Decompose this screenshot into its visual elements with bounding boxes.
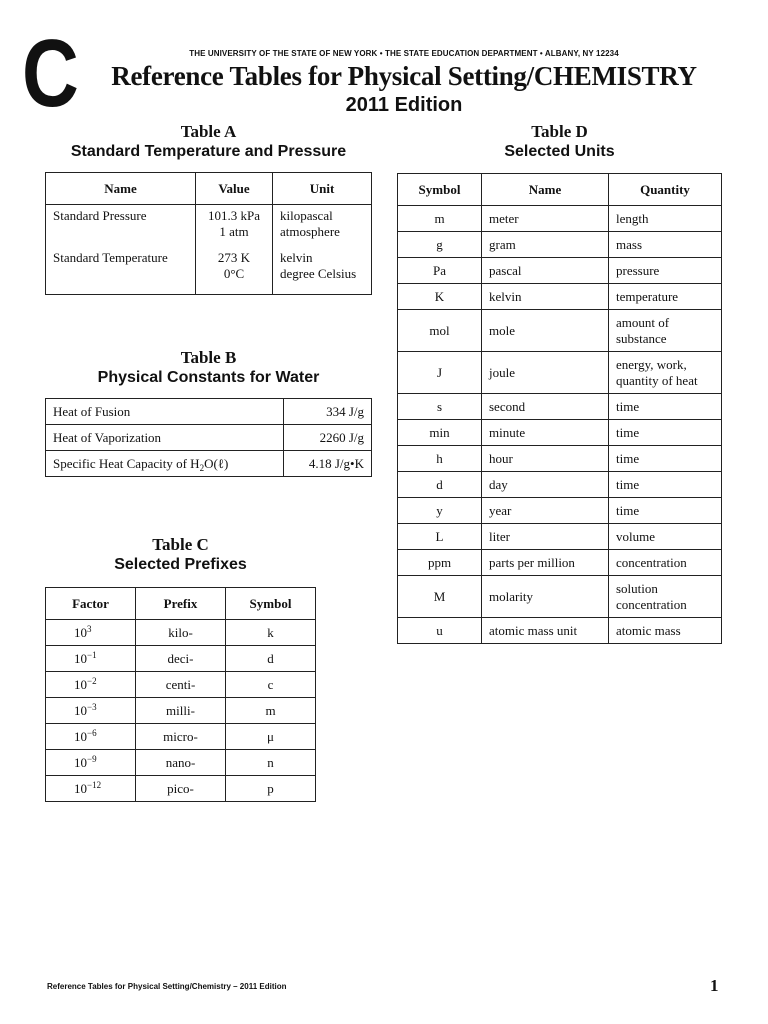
table-d-header: Name: [482, 174, 609, 206]
table-row: [46, 620, 316, 646]
table-a-value: [196, 205, 273, 247]
table-d-subtitle: Selected Units: [504, 143, 615, 160]
table-d-quantity: time: [609, 446, 722, 472]
table-d-name: second: [482, 394, 609, 420]
table-row: [46, 205, 372, 247]
subscript: 2: [199, 462, 205, 473]
table-a-unit: [273, 247, 372, 295]
table-d-quantity: time: [609, 498, 722, 524]
factor-base: 10: [74, 728, 87, 744]
table-d-name: liter: [482, 524, 609, 550]
table-d-symbol: K: [398, 284, 482, 310]
table-d-symbol: Pa: [398, 258, 482, 284]
table-b-caption: [45, 348, 372, 388]
table-d-header: Symbol: [398, 174, 482, 206]
table-row: [398, 284, 722, 310]
table-d-name: year: [482, 498, 609, 524]
table-b-subtitle: Physical Constants for Water: [97, 369, 320, 386]
table-c-factor: [46, 698, 136, 724]
factor-exponent: −9: [87, 753, 97, 764]
table-d-symbol: s: [398, 394, 482, 420]
table-d-name: pascal: [482, 258, 609, 284]
table-d-symbol: g: [398, 232, 482, 258]
name-text: O(ℓ): [204, 455, 229, 471]
table-c-prefix: centi-: [136, 672, 226, 698]
table-c-symbol: p: [226, 776, 316, 802]
table-d-name: meter: [482, 206, 609, 232]
table-d-quantity: amount of substance: [609, 310, 722, 352]
table-c-factor: [46, 672, 136, 698]
table-a-header: Name: [46, 173, 196, 205]
table-row: [398, 524, 722, 550]
factor-base: 10: [74, 780, 87, 796]
factor-exponent: −3: [87, 701, 97, 712]
table-row: [46, 425, 372, 451]
table-b-value: 2260 J/g: [284, 425, 372, 451]
table-d-quantity: volume: [609, 524, 722, 550]
table-c-subtitle: Selected Prefixes: [114, 556, 247, 573]
table-c-body: [46, 620, 316, 802]
university-line: THE UNIVERSITY OF THE STATE OF NEW YORK • THE STATE EDUCATION DEPARTMENT • ALBANY, NY 12234: [189, 49, 619, 58]
table-c-prefix: nano-: [136, 750, 226, 776]
table-a-unit: [273, 205, 372, 247]
table-c-caption: [45, 535, 316, 575]
table-row: [398, 446, 722, 472]
table-d-quantity: time: [609, 420, 722, 446]
table-c-symbol: μ: [226, 724, 316, 750]
table-d-name: joule: [482, 352, 609, 394]
table-d-quantity: time: [609, 394, 722, 420]
table-c-prefix: kilo-: [136, 620, 226, 646]
unit-line: kelvin: [280, 249, 313, 265]
table-c-prefix: micro-: [136, 724, 226, 750]
table-d-symbol: y: [398, 498, 482, 524]
table-a-header-row: [46, 173, 372, 205]
table-d-name: parts per million: [482, 550, 609, 576]
table-d-name: kelvin: [482, 284, 609, 310]
table-d-name: hour: [482, 446, 609, 472]
table-b-name: Heat of Fusion: [46, 399, 284, 425]
table-c-prefix: pico-: [136, 776, 226, 802]
table-row: [398, 498, 722, 524]
value-line: 101.3 kPa: [208, 208, 260, 223]
table-row: [46, 698, 316, 724]
table-d-quantity: concentration: [609, 550, 722, 576]
table-row: [398, 310, 722, 352]
table-c-prefix: milli-: [136, 698, 226, 724]
factor-exponent: −12: [87, 779, 102, 790]
page-title: Reference Tables for Physical Setting/CHEMISTRY: [111, 61, 697, 91]
table-d-name: minute: [482, 420, 609, 446]
table-row: [398, 576, 722, 618]
table-d-name: day: [482, 472, 609, 498]
table-row: [398, 232, 722, 258]
table-c-label: Table C: [152, 535, 209, 554]
table-c-symbol: m: [226, 698, 316, 724]
table-a-header: Unit: [273, 173, 372, 205]
table-d-quantity: pressure: [609, 258, 722, 284]
factor-base: 10: [74, 676, 87, 692]
unit-line: atmosphere: [280, 224, 340, 239]
table-row: [46, 776, 316, 802]
table-d-quantity: length: [609, 206, 722, 232]
table-d-body: [398, 206, 722, 644]
table-row: [398, 420, 722, 446]
table-a-caption: [45, 122, 372, 162]
table-b-name: [46, 451, 284, 477]
table-d-name: gram: [482, 232, 609, 258]
table-row: [398, 394, 722, 420]
table-d-header-row: [398, 174, 722, 206]
table-a-header: Value: [196, 173, 273, 205]
table-d-name: molarity: [482, 576, 609, 618]
table-c-header: Factor: [46, 588, 136, 620]
table-c-factor: [46, 620, 136, 646]
table-d-symbol: J: [398, 352, 482, 394]
value-line: 0°C: [223, 265, 245, 281]
table-d-quantity: mass: [609, 232, 722, 258]
table-c-prefix: deci-: [136, 646, 226, 672]
factor-exponent: 3: [87, 623, 92, 634]
table-row: [46, 750, 316, 776]
factor-exponent: −2: [87, 675, 97, 686]
table-c-symbol: n: [226, 750, 316, 776]
footer-text: Reference Tables for Physical Setting/Chemistry – 2011 Edition: [47, 982, 287, 991]
table-d-symbol: mol: [398, 310, 482, 352]
table-d-name: mole: [482, 310, 609, 352]
table-row: [46, 724, 316, 750]
factor-base: 10: [74, 754, 87, 770]
table-c-header-row: [46, 588, 316, 620]
table-c-factor: [46, 724, 136, 750]
table-c-header: Prefix: [136, 588, 226, 620]
table-b: [45, 398, 372, 477]
name-text: Specific Heat Capacity of H: [53, 455, 200, 471]
table-row: [46, 672, 316, 698]
table-a: [45, 172, 372, 295]
table-d-quantity: solution concentration: [609, 576, 722, 618]
table-a-value: [196, 247, 273, 295]
table-d-symbol: h: [398, 446, 482, 472]
table-a-name: Standard Temperature: [46, 247, 196, 295]
table-d-quantity: temperature: [609, 284, 722, 310]
section-letter: C: [22, 20, 79, 127]
table-d-header: Quantity: [609, 174, 722, 206]
table-c-symbol: d: [226, 646, 316, 672]
table-c-factor: [46, 776, 136, 802]
table-c-symbol: k: [226, 620, 316, 646]
table-d-label: Table D: [531, 122, 588, 141]
table-row: [46, 451, 372, 477]
table-row: [398, 618, 722, 644]
table-a-name: Standard Pressure: [46, 205, 196, 247]
table-b-label: Table B: [180, 348, 237, 367]
edition-label: 2011 Edition: [345, 94, 463, 116]
table-d-symbol: L: [398, 524, 482, 550]
table-row: [398, 258, 722, 284]
table-d-symbol: M: [398, 576, 482, 618]
unit-line: kilopascal: [280, 208, 333, 223]
factor-exponent: −1: [87, 649, 97, 660]
table-d-quantity: time: [609, 472, 722, 498]
table-d-caption: [397, 122, 722, 162]
table-row: [398, 472, 722, 498]
factor-base: 10: [74, 624, 87, 640]
table-d: [397, 173, 722, 644]
table-row: [46, 646, 316, 672]
value-line: 1 atm: [219, 224, 249, 239]
table-b-value: 334 J/g: [284, 399, 372, 425]
table-a-label: Table A: [180, 122, 237, 141]
table-d-symbol: d: [398, 472, 482, 498]
table-c-symbol: c: [226, 672, 316, 698]
table-row: [46, 399, 372, 425]
table-b-name: Heat of Vaporization: [46, 425, 284, 451]
table-d-quantity: atomic mass: [609, 618, 722, 644]
table-c-factor: [46, 750, 136, 776]
table-row: [398, 352, 722, 394]
table-c: [45, 587, 316, 802]
table-row: [398, 206, 722, 232]
unit-line: degree Celsius: [280, 265, 357, 281]
table-d-quantity: energy, work, quantity of heat: [609, 352, 722, 394]
page-number: 1: [710, 976, 719, 995]
table-c-header: Symbol: [226, 588, 316, 620]
factor-base: 10: [74, 702, 87, 718]
table-d-symbol: u: [398, 618, 482, 644]
table-d-symbol: m: [398, 206, 482, 232]
table-d-name: atomic mass unit: [482, 618, 609, 644]
value-line: 273 K: [217, 249, 251, 265]
table-c-factor: [46, 646, 136, 672]
factor-exponent: −6: [87, 727, 97, 738]
factor-base: 10: [74, 650, 87, 666]
table-d-symbol: ppm: [398, 550, 482, 576]
table-row: [46, 247, 372, 295]
table-row: [398, 550, 722, 576]
table-b-value: 4.18 J/g•K: [284, 451, 372, 477]
table-a-subtitle: Standard Temperature and Pressure: [70, 143, 347, 160]
table-d-symbol: min: [398, 420, 482, 446]
